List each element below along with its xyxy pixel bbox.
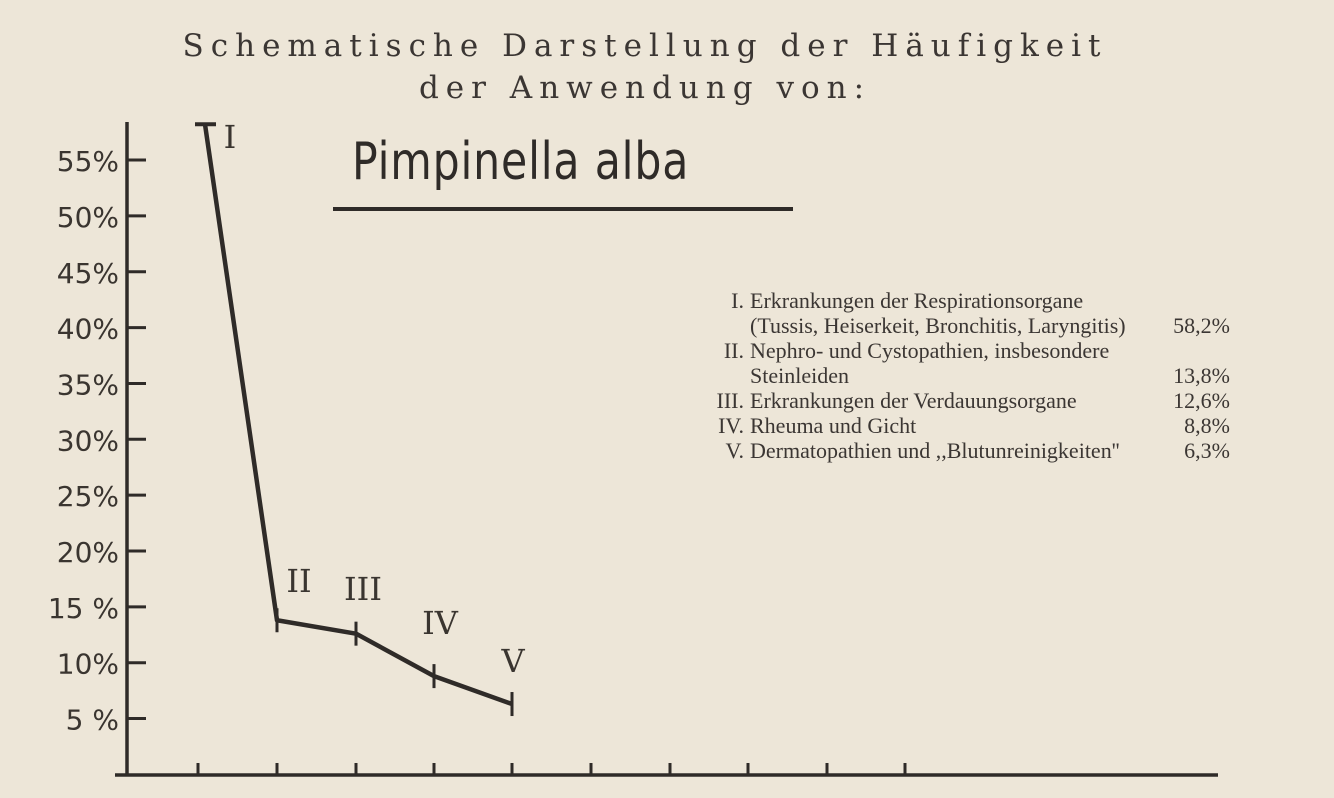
y-tick-label: 50% <box>56 200 119 234</box>
category-label: II <box>286 562 312 600</box>
chart-title-line2: der Anwendung von: <box>418 70 872 106</box>
legend-item-2 <box>690 338 1230 388</box>
legend-value: 58,2% <box>1173 313 1230 338</box>
legend-value: 13,8% <box>1173 363 1230 388</box>
legend-number: III. <box>716 388 744 413</box>
legend-item-4 <box>690 413 1230 438</box>
legend-number: IV. <box>718 413 744 438</box>
legend-number: I. <box>731 288 744 313</box>
y-tick-label: 25% <box>56 480 119 514</box>
y-tick-label: 10% <box>56 647 119 681</box>
legend-text: Dermatopathien und ,,Blutunreinigkeiten'' <box>750 438 1120 463</box>
y-tick-label: 15 % <box>47 591 119 625</box>
y-tick-label: 35% <box>56 368 119 402</box>
chart-title-line1: Schematische Darstellung der Häufigkeit <box>182 28 1108 64</box>
legend-number: V. <box>725 438 744 463</box>
y-tick-label: 55% <box>56 145 119 179</box>
legend-number: II. <box>723 338 744 363</box>
chart-legend <box>690 288 1230 463</box>
legend-item-3 <box>690 388 1230 413</box>
legend-value: 6,3% <box>1184 438 1230 463</box>
y-tick-label: 45% <box>56 256 119 290</box>
legend-text: Rheuma und Gicht <box>750 413 917 438</box>
data-series-line <box>205 124 512 704</box>
chart-subtitle: Pimpinella alba <box>352 132 690 192</box>
legend-text: Erkrankungen der Verdauungsorgane <box>750 388 1077 413</box>
category-label: V <box>501 642 525 680</box>
category-label: IV <box>422 604 458 642</box>
legend-text: Nephro- und Cystopathien, insbesondere Steinleiden <box>750 338 1110 388</box>
y-tick-label: 40% <box>56 312 119 346</box>
y-tick-label: 30% <box>56 424 119 458</box>
legend-item-1 <box>690 288 1230 338</box>
category-label: III <box>344 570 382 608</box>
y-tick-label: 20% <box>56 536 119 569</box>
legend-item-5 <box>690 438 1230 463</box>
y-tick-label: 5 % <box>65 703 119 737</box>
category-label: I <box>223 118 237 156</box>
legend-text: Erkrankungen der Respirationsorgane (Tussis, Heiserkeit, Bronchitis, Laryngitis) <box>750 288 1126 338</box>
legend-value: 12,6% <box>1173 388 1230 413</box>
legend-value: 8,8% <box>1184 413 1230 438</box>
